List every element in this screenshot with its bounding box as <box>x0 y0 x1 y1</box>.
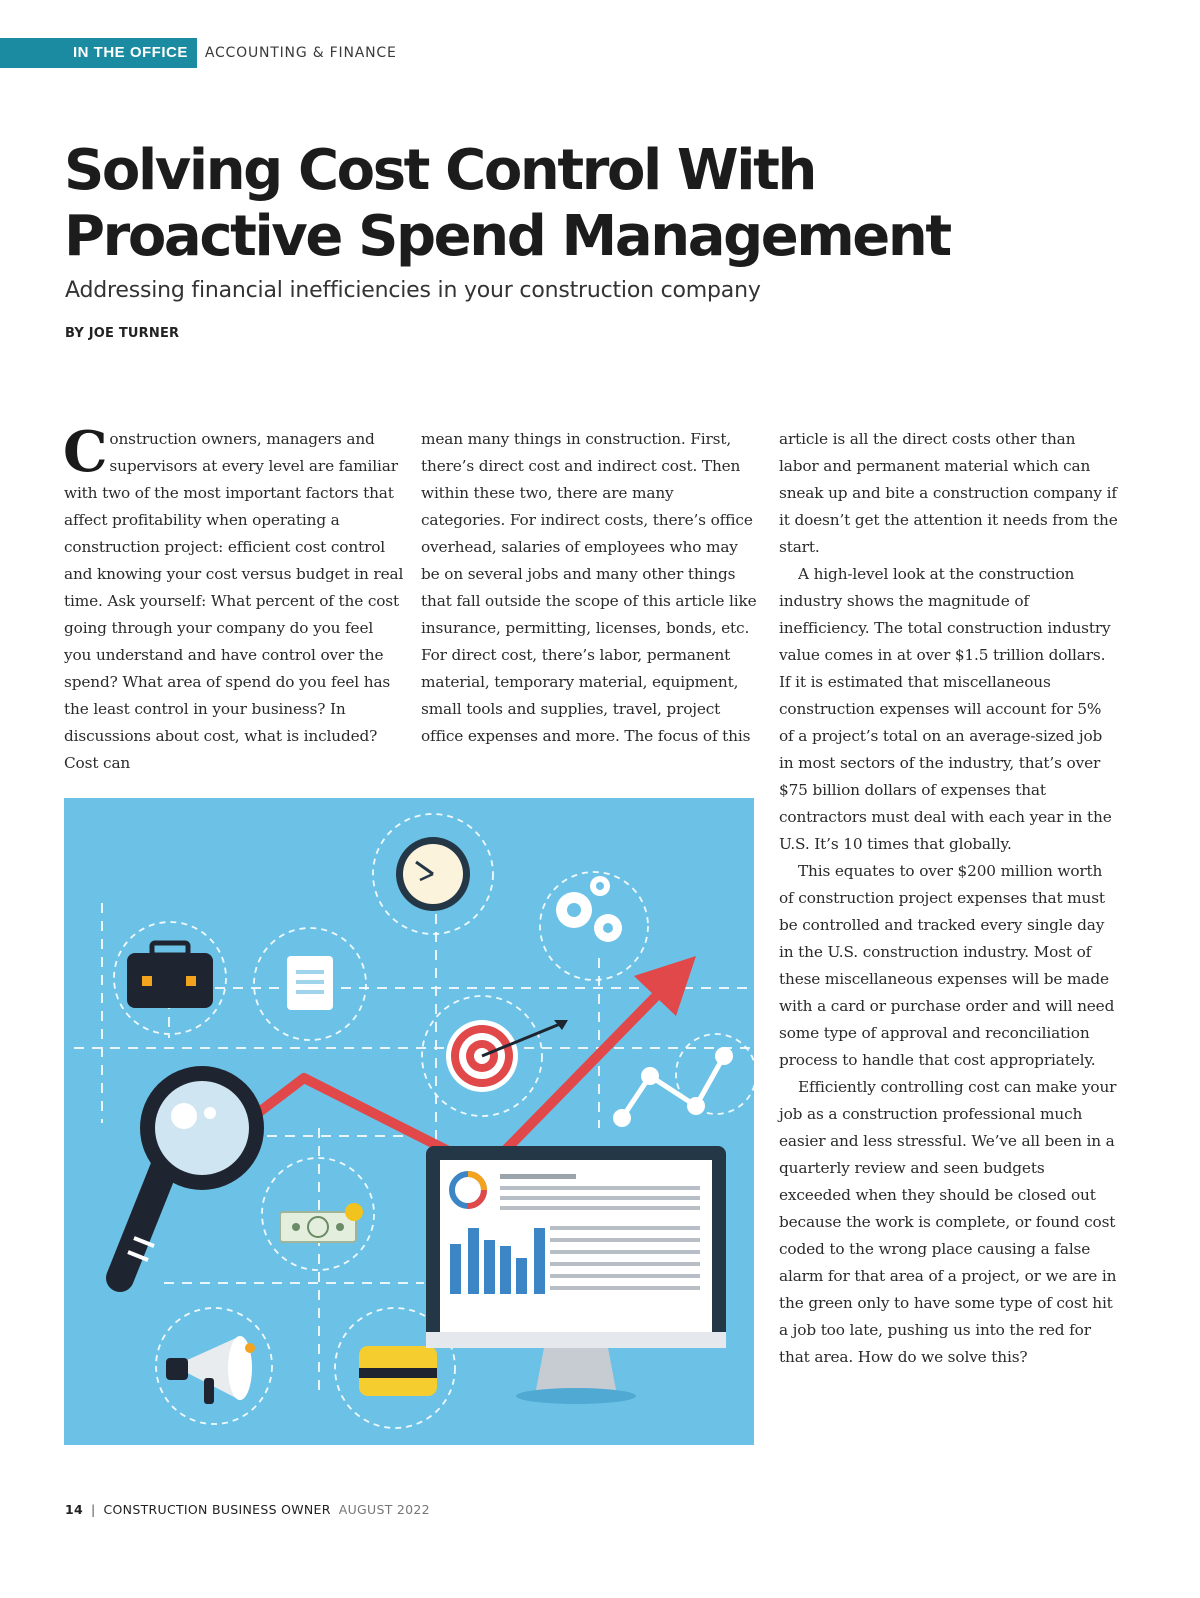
article-subtitle: Addressing financial inefficiencies in your construction company <box>65 278 761 303</box>
column-3-paragraph-4: Efficiently controlling cost can make your job as a construction professional much easier and less stressful. We’ve all been in a quarterly review and seen budgets exceeded when they should be closed out because the work is complete, or found cost coded to the wrong place causing a false alarm for that area of a project, or we are in the green only to have some type of cost hit a job too late, pushing us into the red for that area. How do we solve this? <box>779 1078 1117 1366</box>
title-line-2: Proactive Spend Management <box>64 204 950 269</box>
section-category: ACCOUNTING & FINANCE <box>204 45 397 61</box>
column-3-paragraph-1: article is all the direct costs other than labor and permanent material which can sneak up and bite a construction company if it doesn’t get the attention it needs from the start. <box>779 430 1118 556</box>
page-number: 14 <box>65 1502 83 1517</box>
column-2-text: mean many things in construction. First, there’s direct cost and indirect cost. Then within these two, there are many categories. For indirect costs, there’s office overhead, salaries of employees who may be on several jobs and many other things that fall outside the scope of this article like insurance, permitting, licenses, bonds, etc. For direct cost, there’s labor, permanent material, temporary material, equipment, small tools and supplies, travel, project office expenses and more. The focus of this <box>421 430 757 745</box>
illustration-svg <box>64 798 754 1445</box>
credit-card-icon <box>359 1346 437 1396</box>
column-3-paragraph-2: A high-level look at the construction industry shows the magnitude of inefficiency. The total construction industry value comes in at over $1.5 trillion dollars. If it is estimated that miscellaneous construction expenses will account for 5% of a project’s total on an average-sized job in most sectors of the industry, that’s over $75 billion dollars of expenses that contractors must deal with each year in the U.S. It’s 10 times that globally. <box>779 565 1112 853</box>
column-2 <box>421 426 761 750</box>
section-tag: IN THE OFFICE <box>0 38 197 68</box>
column-3 <box>779 426 1119 1371</box>
issue-date: AUGUST 2022 <box>338 1502 430 1517</box>
column-1 <box>63 419 404 777</box>
byline: BY JOE TURNER <box>65 326 180 341</box>
drop-cap: C <box>63 419 108 485</box>
section-header <box>0 38 397 68</box>
column-3-paragraph-3: This equates to over $200 million worth of construction project expenses that must be controlled and tracked every single day in the U.S. construction industry. Most of these miscellaneous expenses will be made with a card or purchase order and will need some type of approval and reconciliation process to handle that cost appropriately. <box>779 862 1115 1069</box>
title-line-1: Solving Cost Control With <box>64 138 815 203</box>
footer-separator: | <box>91 1502 96 1517</box>
article-title <box>64 138 1124 270</box>
publication-name: CONSTRUCTION BUSINESS OWNER <box>103 1502 331 1517</box>
article-illustration <box>64 798 754 1445</box>
clock-icon <box>396 837 470 911</box>
column-1-text: onstruction owners, managers and supervisors at every level are familiar with two of the most important factors that affect profitability when operating a construction project: efficient cost control and knowing your cost versus budget in real time. Ask yourself: What percent of the cost going through your company do you feel you understand and have control over the spend? What area of spend do you feel has the least control in your business? In discussions about cost, what is included? Cost can <box>64 430 404 772</box>
document-icon <box>287 956 333 1010</box>
page-footer <box>65 1502 430 1517</box>
